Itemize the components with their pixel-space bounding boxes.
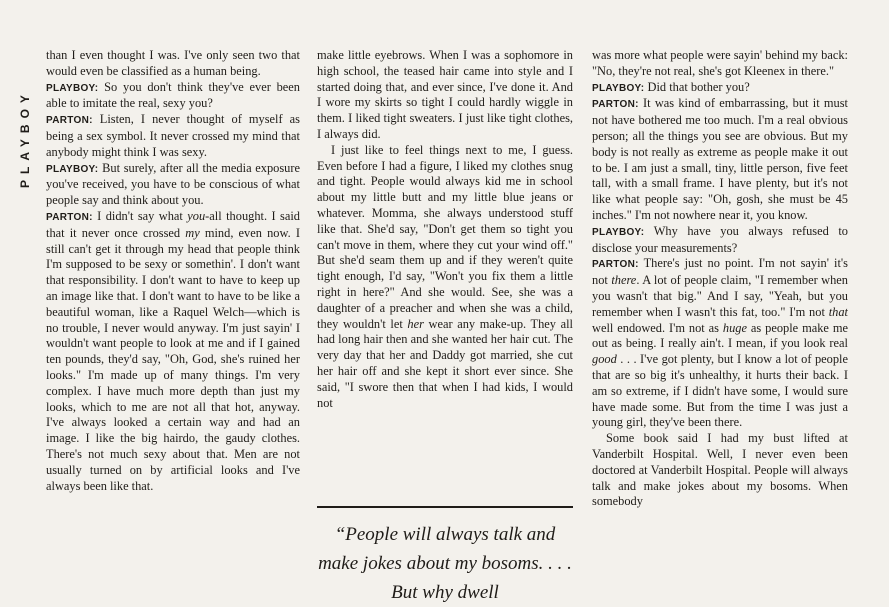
paragraph	[317, 143, 573, 412]
speaker-label: PARTON:	[46, 211, 93, 223]
paragraph: than I even thought I was. I've only seen two that would even be classified as a human being.	[46, 48, 300, 78]
emphasis: good	[592, 352, 617, 367]
paragraph-text: -all thought. I said that it never once crossed	[46, 208, 300, 240]
speaker-label: PARTON:	[592, 99, 639, 111]
paragraph	[46, 209, 300, 494]
emphasis: huge	[722, 320, 747, 335]
emphasis: you	[187, 208, 206, 223]
emphasis: her	[407, 316, 424, 331]
magazine-name-vertical: PLAYBOY	[18, 89, 32, 188]
paragraph: make little eyebrows. When I was a sophomore in high school, the teased hair came into style and I started doing that, and ever since, I've done it. And I wore my skirts so tight I could hardly wiggle in them. I liked tight sweaters. I just like tight clothes, I always did.	[317, 48, 573, 141]
paragraph	[592, 96, 848, 223]
paragraph	[46, 161, 300, 209]
speaker-label: PLAYBOY:	[592, 226, 645, 238]
emphasis: that	[828, 304, 848, 319]
paragraph-text: mind, even now. I still can't get it through my head that people think I'm supposed to be sexy or somethin'. I don't want that responsibility. I don't want to have to keep up an image like that. I don't want to have to be like a beautiful woman, like a Raquel Welch—which is no trouble, I never would anyway. I'm just sayin' I wouldn't want people to look at me and if I gained ten pounds, they'd say, "Oh, God, she's ruined her looks." I'm made up of many things. I'm very complex. I have much more depth than just my looks, which to me are not all that hot, anyway. I've always looked a certain way and had an image. I like the big hairdo, the gaudy clothes. There's not much sexy about that. Men are not usually turned on by artificial looks and I've always been like that.	[46, 225, 300, 493]
column-text	[317, 48, 573, 490]
paragraph-text: . . . I've got plenty, but I know a lot of people that are so big it's unhealthy, it hurts their back. I am so extreme, if I didn't have some, I would sure have made some. But from the time I was just a young girl, they've been there.	[592, 352, 848, 430]
speaker-label: PARTON:	[46, 115, 93, 127]
paragraph	[46, 112, 300, 160]
speaker-label: PLAYBOY:	[592, 82, 645, 94]
paragraph-text: well endowed. I'm not as	[592, 320, 723, 335]
paragraph-text: as people make me out as being. I really ain't. I mean, if you look real	[592, 320, 848, 351]
text-column-1	[46, 48, 300, 605]
speaker-label: PARTON:	[592, 259, 639, 271]
paragraph-text: I didn't say what	[92, 208, 188, 223]
paragraph-text: There's just no point. I'm not sayin' it's not	[592, 256, 848, 288]
paragraph-text: It was kind of embarrassing, but it must not have bothered me too much. I'm a real obvious person; all the things you see are obvious. But my body is not really as extreme as people make it out to be. I am just a small, tiny, little person, five feet tall, with a small frame. I have plenty, but it's not like what people say: "Oh, gosh, she must be 45 inches." I'm not nowhere near it, you know.	[592, 96, 848, 222]
pull-quote: “People will always talk and make jokes about my bosoms. . . . But why dwell	[317, 506, 573, 607]
speaker-label: PLAYBOY:	[46, 82, 99, 94]
paragraph	[592, 224, 848, 257]
paragraph-text: Listen, I never thought of myself as being a sex symbol. It never crossed my mind that anybody might think I was sexy.	[46, 112, 300, 159]
paragraph-text: But surely, after all the media exposure you've received, you have to be conscious of what people say and think about you.	[46, 160, 300, 208]
paragraph-text: I just like to feel things next to me, I guess. Even before I had a figure, I liked my clothes snug and tight. People would always kid me in school about my little butt and my little blue jeans or whatever. Momma, she always understood stuff like that. She'd say, "Don't get them so tight you can't move in them, where they cut your wind off." But she'd seam them up and if they weren't quite tight enough, I'd say, "Won't you fix them a little right in here?" And she would. See, she was a daughter of a preacher and when she was a child, they wouldn't let	[317, 142, 573, 331]
emphasis: my	[185, 225, 200, 240]
paragraph	[592, 80, 848, 97]
paragraph-text: wear any make-up. They all had long hair then and she wanted her hair cut. The very day that her and Daddy got married, she cut her hair off and she kept it short ever since. She said, "I swore then that when I had kids, I would not	[317, 316, 573, 410]
speaker-label: PLAYBOY:	[46, 163, 99, 175]
paragraph: was more what people were sayin' behind my back: "No, they're not real, she's got Kleenex in there."	[592, 48, 848, 78]
sidebar	[0, 0, 34, 605]
paragraph-text: So you don't think they've ever been able to imitate the real, sexy you?	[46, 79, 300, 111]
paragraph-text: Why have you always refused to disclose your measurements?	[592, 223, 848, 255]
emphasis: there	[611, 273, 637, 288]
paragraph	[592, 256, 848, 431]
text-column-3	[592, 48, 848, 605]
paragraph-text: Did that bother you?	[644, 79, 750, 94]
paragraph: Some book said I had my bust lifted at Vanderbilt Hospital. Well, I never even been doctored at Vanderbilt Hospital. People will always talk and make jokes about my bosoms. When somebody	[592, 431, 848, 509]
paragraph	[46, 80, 300, 113]
paragraph-text: . A lot of people claim, "I remember when you wasn't that big." And I say, "Yeah, but you remember when I wasn't this fat, too." I'm not	[592, 273, 848, 319]
